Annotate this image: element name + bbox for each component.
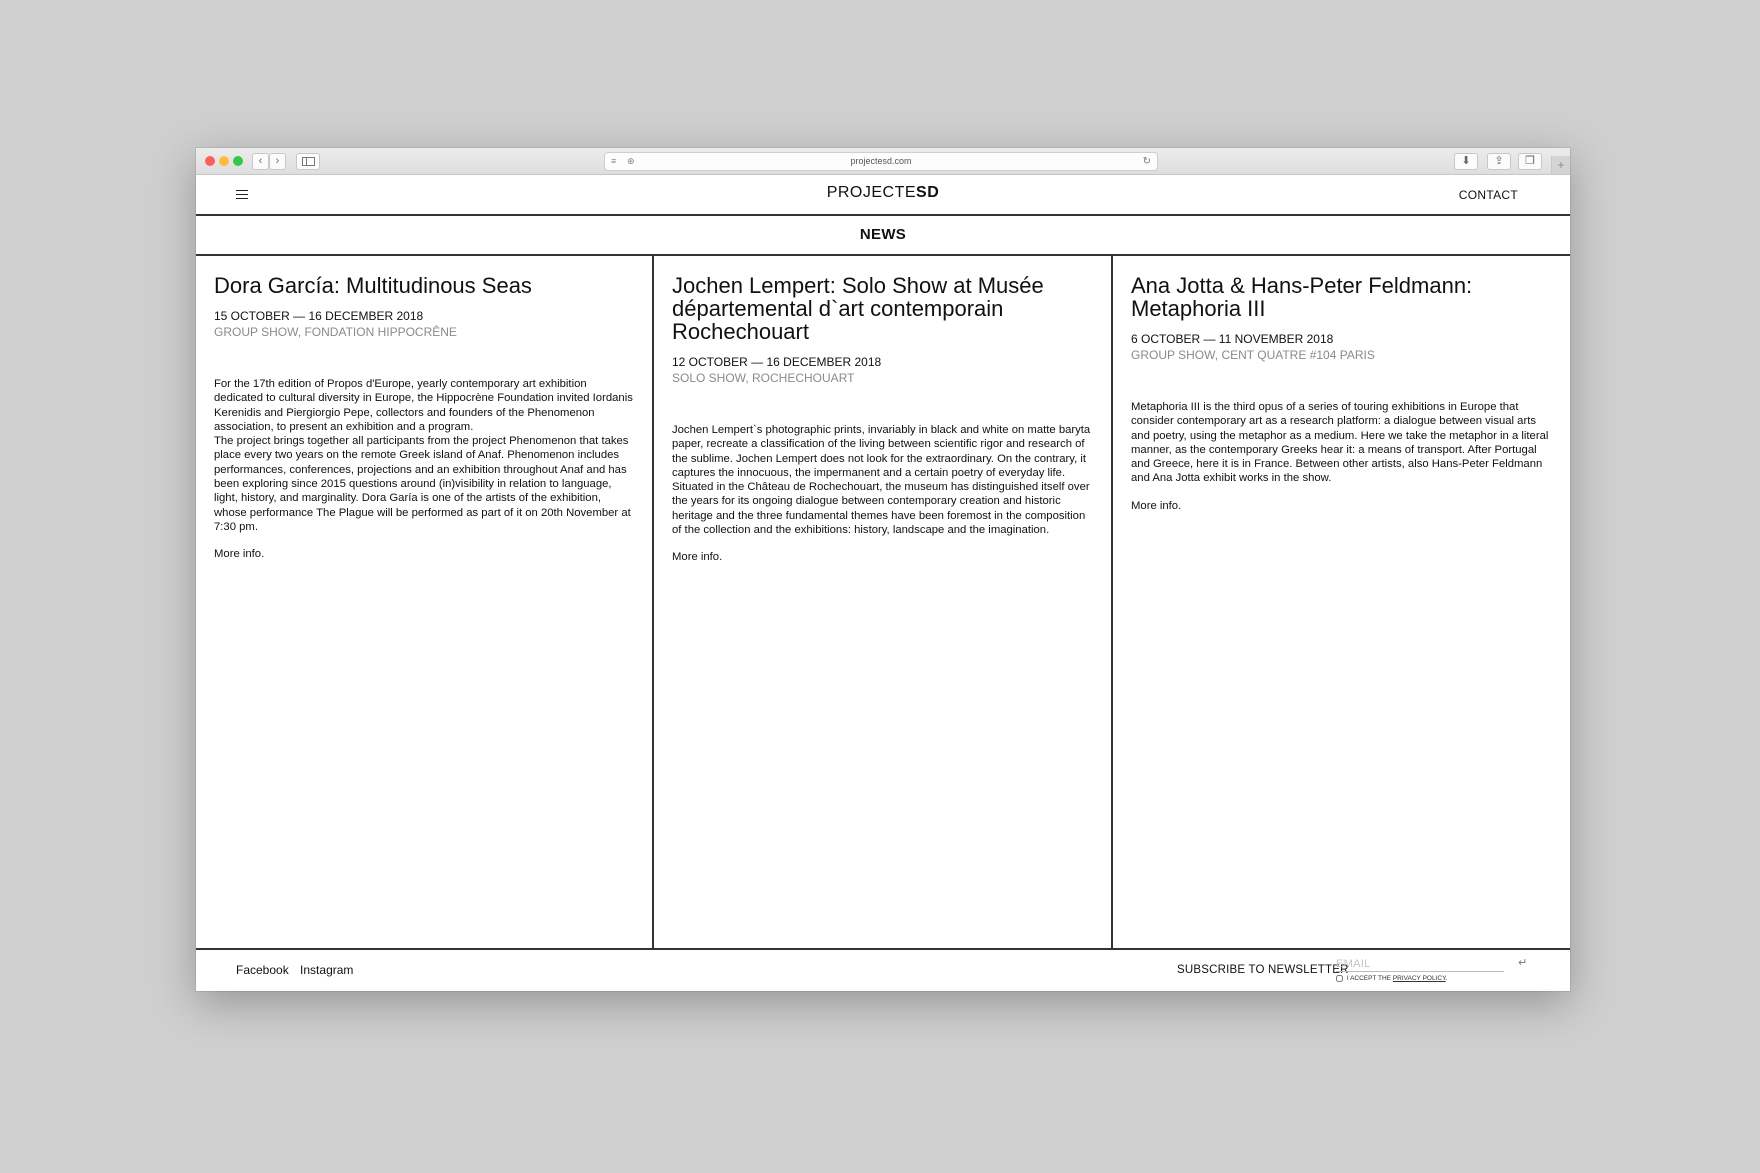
minimize-window-button[interactable]: [219, 156, 229, 166]
instagram-link[interactable]: Instagram: [300, 963, 354, 977]
news-item: [1113, 256, 1570, 948]
extension-icon[interactable]: ⊕: [627, 156, 635, 166]
maximize-window-button[interactable]: [233, 156, 243, 166]
url-text: projectesd.com: [850, 156, 912, 166]
tabs-icon[interactable]: ❐: [1518, 153, 1542, 170]
plus-icon[interactable]: +: [1551, 156, 1570, 174]
privacy-policy-link[interactable]: PRIVACY POLICY: [1392, 975, 1446, 983]
news-title[interactable]: Jochen Lempert: Solo Show at Musée départemental d`art contemporain Rochechouart: [672, 273, 1044, 344]
news-body: [214, 377, 634, 534]
reload-icon[interactable]: ↻: [1142, 156, 1151, 167]
social-links: [236, 963, 361, 977]
news-paragraph: For the 17th edition of Propos d'Europe, yearly contemporary art exhibition dedicated to cultural diversity in Europe, the Hippocrène Foundation invited Iordanis Kerenidis and Piergiorgio Pepe, collectors and founders of the Phenomenon association, to present an exhibition and a program.: [214, 378, 633, 433]
news-title[interactable]: Dora García: Multitudinous Seas: [214, 273, 532, 298]
contact-link[interactable]: CONTACT: [1458, 188, 1518, 202]
news-dates: 6 OCTOBER — 11 NOVEMBER 2018: [1131, 332, 1334, 346]
sidebar-icon[interactable]: [296, 153, 320, 170]
site-logo[interactable]: [196, 184, 1570, 202]
news-body: [1131, 400, 1552, 486]
news-venue: GROUP SHOW, CENT QUATRE #104 PARIS: [1131, 348, 1375, 362]
page-title: NEWS: [196, 216, 1570, 256]
more-info-link[interactable]: More info.: [214, 548, 265, 561]
more-info-link[interactable]: More info.: [672, 551, 723, 564]
download-icon[interactable]: ⬇: [1454, 153, 1478, 170]
news-paragraph: The project brings together all participants from the project Phenomenon that takes place every two years on the remote Greek island of Anaf. Phenomenon includes performances, conferences, projections and an exhibition throughout Anaf and has been exploring since 2015 questions around (in)visibility in relation to language, light, history, and marginality. Dora Garía is one of the artists of the exhibition, whose performance The Plague will be performed as part of it on 20th November at 7:30 pm.: [214, 435, 631, 533]
newsletter-label: SUBSCRIBE TO NEWSLETTER: [1177, 964, 1349, 976]
reader-icon[interactable]: ≡: [611, 156, 617, 166]
browser-window: [196, 148, 1570, 991]
news-paragraph: Situated in the Château de Rochechouart, the museum has distinguished itself over the years for its ongoing dialogue between contemporary creation and historic heritage and the three fundamental themes have been foremost in the composition of the collection and the exhibitions: history, landscape and the imagination.: [672, 481, 1090, 537]
news-paragraph: Metaphoria III is the third opus of a series of touring exhibitions in Europe that consider contemporary art as a research platform: a dialogue between visual arts and poetry, using the metaphor as a medium. Here we take the metaphor in a literal manner, as the contemporary Greeks hear it: a means of transport. After Portugal and Greece, here it is in France. Between other artists, also Hans-Peter Feldmann and Ana Jotta exhibit works in the show.: [1131, 401, 1549, 485]
news-dates: 15 OCTOBER — 16 DECEMBER 2018: [214, 309, 424, 323]
close-window-button[interactable]: [205, 156, 215, 166]
privacy-checkbox[interactable]: [1336, 975, 1343, 982]
site-footer: [196, 948, 1570, 991]
facebook-link[interactable]: Facebook: [236, 963, 289, 977]
news-paragraph: Jochen Lempert`s photographic prints, invariably in black and white on matte baryta paper, recreate a classification of the living between scientific rigor and research of the sublime. Jochen Lempert does not look for the extraordinary. On the contrary, it captures the innocuous, the impermanent and a certain poetry of everyday life.: [672, 424, 1091, 479]
news-body: [672, 423, 1093, 537]
news-item: [196, 256, 654, 948]
enter-icon[interactable]: ↵: [1518, 957, 1528, 969]
logo-bold: SD: [916, 184, 940, 201]
chevron-left-icon[interactable]: ‹: [252, 153, 269, 170]
address-bar[interactable]: [604, 152, 1158, 171]
privacy-prefix: I ACCEPT THE: [1346, 975, 1392, 983]
browser-toolbar: [196, 148, 1570, 175]
news-title[interactable]: Ana Jotta & Hans-Peter Feldmann: Metaphoria III: [1131, 273, 1473, 321]
news-list: [196, 256, 1570, 948]
share-icon[interactable]: ⇪: [1487, 153, 1511, 170]
site-header: [196, 174, 1570, 216]
more-info-link[interactable]: More info.: [1131, 499, 1182, 512]
privacy-consent[interactable]: [1336, 975, 1447, 982]
privacy-suffix: .: [1445, 975, 1448, 983]
news-dates: 12 OCTOBER — 16 DECEMBER 2018: [672, 355, 882, 369]
chevron-right-icon[interactable]: ›: [269, 153, 286, 170]
logo-light: PROJECTE: [826, 184, 917, 201]
news-item: [654, 256, 1113, 948]
news-venue: GROUP SHOW, FONDATION HIPPOCRÊNE: [214, 325, 457, 339]
email-field[interactable]: [1336, 957, 1504, 972]
news-venue: SOLO SHOW, ROCHECHOUART: [672, 371, 855, 385]
